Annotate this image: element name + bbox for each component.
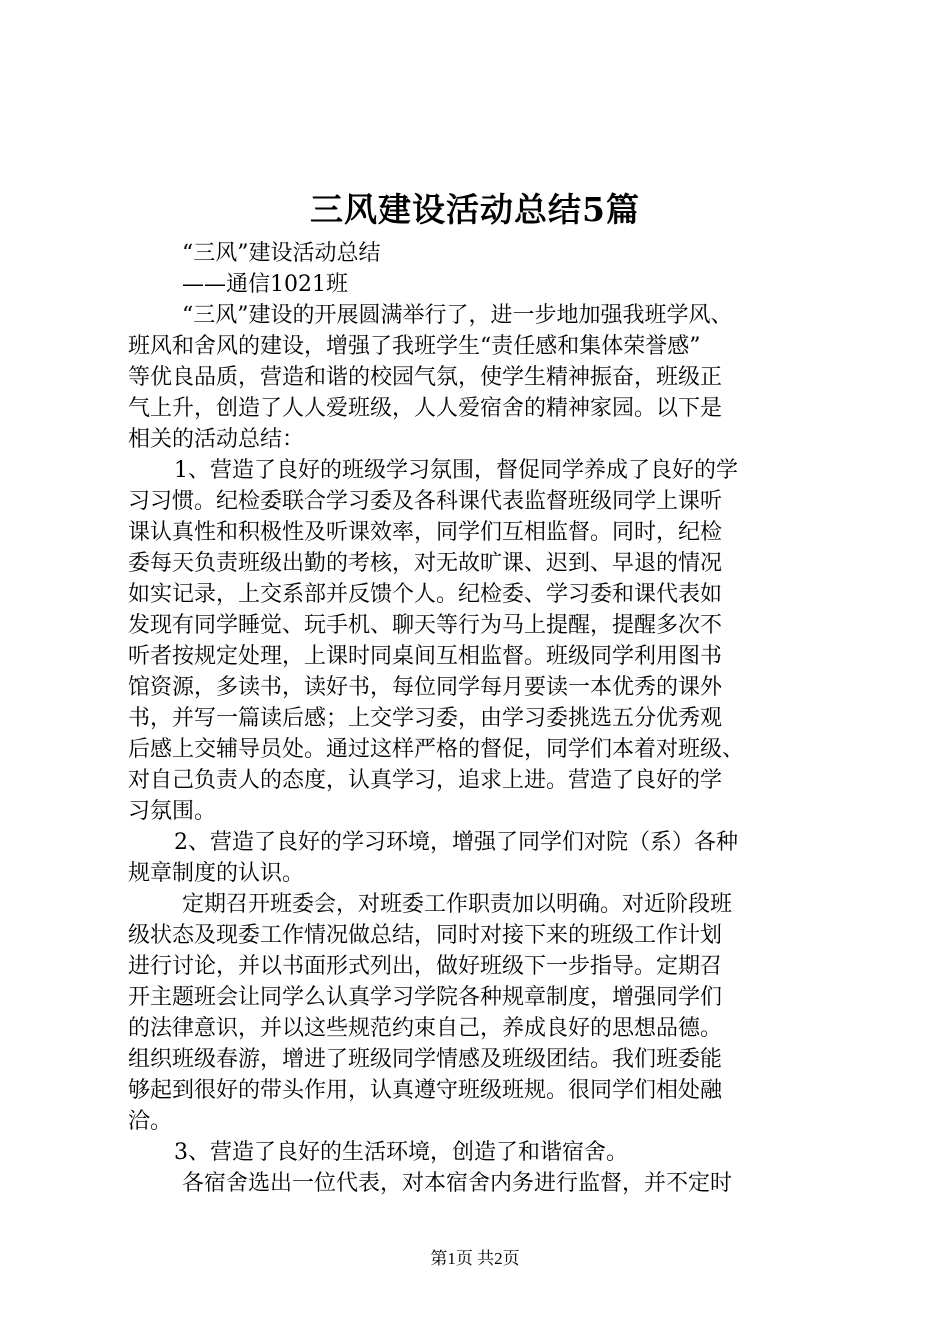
paragraph-line: 各宿舍选出一位代表，对本宿舍内务进行监督，并不定时	[182, 1171, 733, 1196]
subtitle: “三风”建设活动总结	[182, 241, 381, 266]
paragraph-line: 定期召开班委会，对班委工作职责加以明确。对近阶段班	[182, 892, 733, 917]
paragraph-line: 够起到很好的带头作用，认真遵守班级班规。很同学们相处融	[128, 1078, 723, 1103]
paragraph-line: 气上升，创造了人人爱班级，人人爱宿舍的精神家园。以下是	[128, 396, 723, 421]
paragraph-line: 课认真性和积极性及听课效率，同学们互相监督。同时，纪检	[128, 520, 723, 545]
paragraph-line: 3、营造了良好的生活环境，创造了和谐宿舍。	[174, 1140, 628, 1165]
paragraph-line: 委每天负责班级出勤的考核，对无故旷课、迟到、早退的情况	[128, 551, 723, 576]
paragraph-line: 开主题班会让同学么认真学习学院各种规章制度，增强同学们	[128, 985, 723, 1010]
paragraph-line: 后感上交辅导员处。通过这样严格的督促，同学们本着对班级、	[128, 737, 745, 762]
paragraph-line: 级状态及现委工作情况做总结，同时对接下来的班级工作计划	[128, 923, 723, 948]
paragraph-line: 班风和舍风的建设，增强了我班学生“责任感和集体荣誉感”	[128, 334, 701, 359]
paragraph-line: 1、营造了良好的班级学习氛围，督促同学养成了良好的学	[174, 458, 738, 483]
paragraph-line: 听者按规定处理，上课时同桌间互相监督。班级同学利用图书	[128, 644, 723, 669]
paragraph-line: 习习惯。纪检委联合学习委及各科课代表监督班级同学上课听	[128, 489, 723, 514]
paragraph-line: 如实记录，上交系部并反馈个人。纪检委、学习委和课代表如	[128, 582, 723, 607]
paragraph-line: 规章制度的认识。	[128, 861, 305, 886]
paragraph-line: 馆资源，多读书，读好书，每位同学每月要读一本优秀的课外	[128, 675, 723, 700]
paragraph-line: 等优良品质，营造和谐的校园气氛，使学生精神振奋，班级正	[128, 365, 723, 390]
paragraph-line: 组织班级春游，增进了班级同学情感及班级团结。我们班委能	[128, 1047, 723, 1072]
author-line: ——通信1021班	[182, 272, 348, 297]
document-title: 三风建设活动总结5篇	[310, 190, 640, 229]
paragraph-line: 对自己负责人的态度，认真学习，追求上进。营造了良好的学	[128, 768, 723, 793]
paragraph-line: 的法律意识，并以这些规范约束自己，养成良好的思想品德。	[128, 1016, 723, 1041]
paragraph-line: 习氛围。	[128, 799, 217, 824]
document-body	[128, 238, 850, 1199]
page-number: 第1页 共2页	[430, 1249, 520, 1268]
paragraph-line: “三风”建设的开展圆满举行了，进一步地加强我班学风、	[182, 303, 733, 328]
paragraph-line: 书，并写一篇读后感；上交学习委，由学习委挑选五分优秀观	[128, 706, 723, 731]
paragraph-line: 洽。	[128, 1109, 173, 1134]
paragraph-line: 进行讨论，并以书面形式列出，做好班级下一步指导。定期召	[128, 954, 723, 979]
paragraph-line: 发现有同学睡觉、玩手机、聊天等行为马上提醒，提醒多次不	[128, 613, 723, 638]
paragraph-line: 相关的活动总结：	[128, 427, 305, 452]
paragraph-line: 2、营造了良好的学习环境，增强了同学们对院（系）各种	[174, 830, 738, 855]
